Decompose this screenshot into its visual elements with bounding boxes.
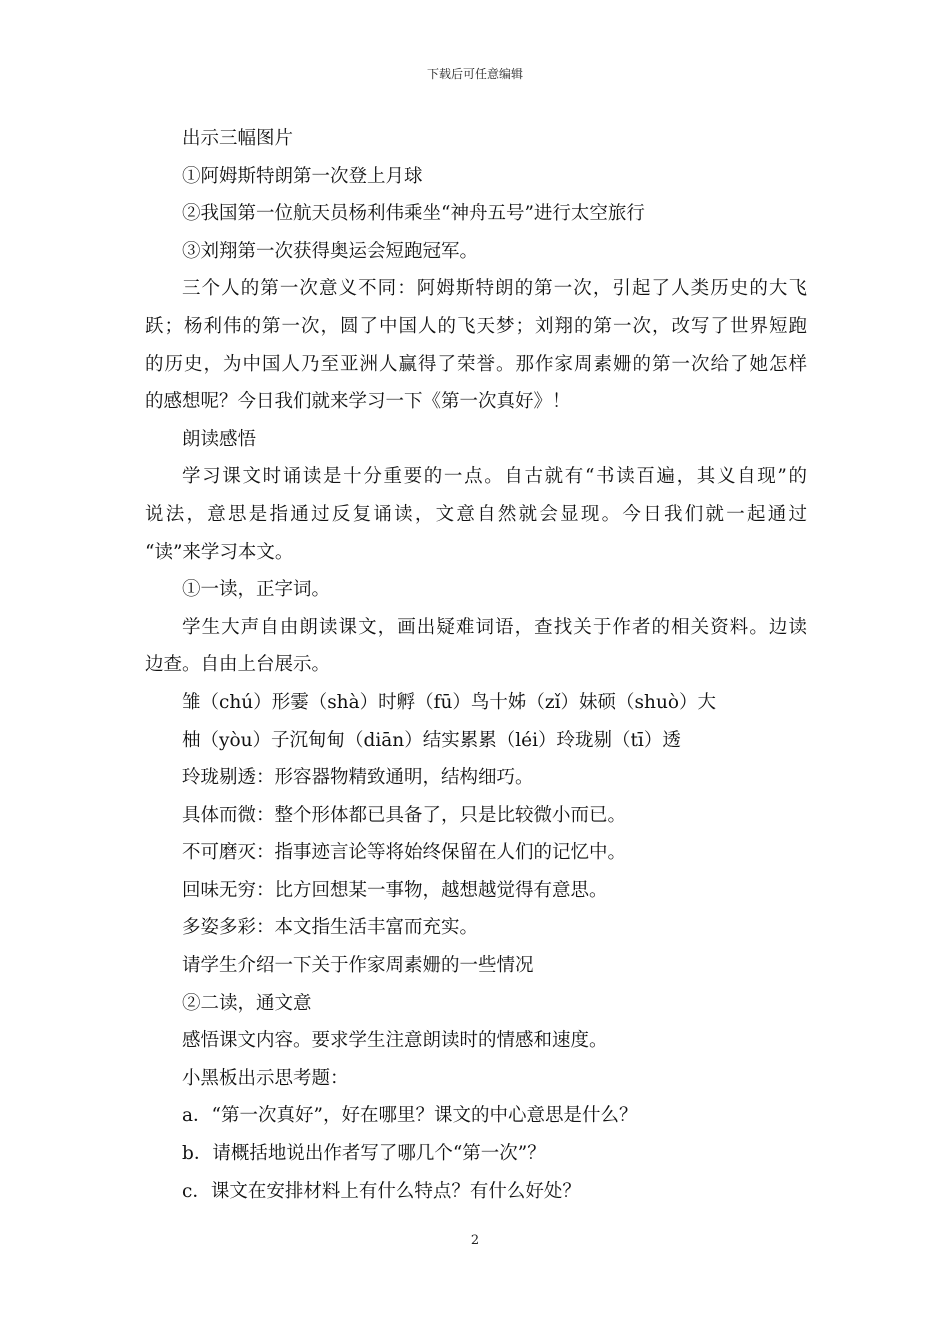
text-line: ②我国第一位航天员杨利伟乘坐“神舟五号”进行太空旅行 — [182, 203, 645, 225]
text-line: ①一读，正字词。 — [182, 579, 331, 601]
text-line: 不可磨灭：指事迹言论等将始终保留在人们的记忆中。 — [182, 842, 627, 864]
text-line: 跃；杨利伟的第一次，圆了中国人的飞天梦；刘翔的第一次，改写了世界短跑 — [145, 315, 807, 337]
text-line: 雏（chú）形霎（shà）时孵（fū）鸟十姊（zǐ）妹硕（shuò）大 — [182, 691, 717, 713]
page-number: 2 — [470, 1233, 480, 1248]
text-line: 多姿多彩：本文指生活丰富而充实。 — [182, 917, 479, 939]
text-line: ①阿姆斯特朗第一次登上月球 — [182, 165, 423, 187]
text-line: ②二读，通文意 — [182, 992, 312, 1014]
text-line: 玲珑剔透：形容器物精致通明，结构细巧。 — [182, 767, 534, 789]
text-line: 的历史，为中国人乃至亚洲人赢得了荣誉。那作家周素姗的第一次给了她怎样 — [145, 353, 807, 375]
text-line: c．课文在安排材料上有什么特点？有什么好处？ — [182, 1180, 581, 1202]
text-line: 回味无穷：比方回想某一事物，越想越觉得有意思。 — [182, 879, 608, 901]
text-line: 柚（yòu）子沉甸甸（diān）结实累累（léi）玲珑剔（tī）透 — [182, 729, 681, 751]
text-line: 学生大声自由朗读课文，画出疑难词语，查找关于作者的相关资料。边读 — [182, 616, 807, 638]
page-header: 下载后可任意编辑 — [426, 67, 523, 81]
text-line: 具体而微：整个形体都已具备了，只是比较微小而已。 — [182, 804, 627, 826]
text-line: 学习课文时诵读是十分重要的一点。自古就有“书读百遍，其义自现”的 — [182, 466, 807, 488]
text-line: 小黑板出示思考题： — [182, 1067, 349, 1089]
text-line: 说法，意思是指通过反复诵读，文意自然就会显现。今日我们就一起通过 — [145, 503, 807, 525]
text-line: 出示三幅图片 — [182, 128, 294, 149]
text-line: 边查。自由上台展示。 — [145, 654, 331, 676]
text-line: 感悟课文内容。要求学生注意朗读时的情感和速度。 — [182, 1030, 608, 1052]
text-line: 的感想呢？今日我们就来学习一下《第一次真好》！ — [145, 391, 571, 413]
text-line: “读”来学习本文。 — [145, 541, 294, 563]
text-line: 请学生介绍一下关于作家周素姗的一些情况 — [182, 955, 534, 977]
text-line: 三个人的第一次意义不同：阿姆斯特朗的第一次，引起了人类历史的大飞 — [182, 278, 807, 300]
text-line: ③刘翔第一次获得奥运会短跑冠军。 — [182, 240, 479, 262]
text-line: 朗读感悟 — [182, 428, 257, 450]
text-line: b．请概括地说出作者写了哪几个“第一次”？ — [182, 1143, 546, 1165]
text-line: a．“第一次真好”，好在哪里？课文的中心意思是什么？ — [182, 1105, 638, 1127]
document-body — [145, 120, 807, 1210]
